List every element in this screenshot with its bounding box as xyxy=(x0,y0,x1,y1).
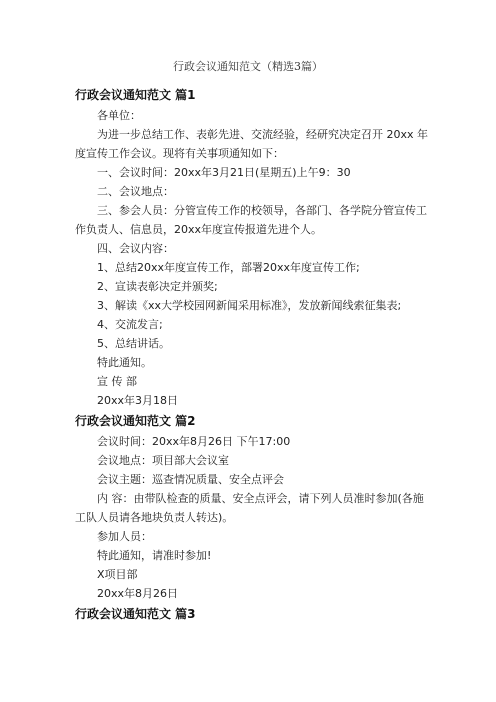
paragraph: 四、会议内容： xyxy=(97,242,174,255)
paragraph: 一、会议时间：20xx年3月21日(星期五)上午9：30 xyxy=(97,166,351,179)
signature-date: 20xx年3月18日 xyxy=(97,394,179,407)
paragraph: 三、参会人员：分管宣传工作的校领导，各部门、各学院分管宣传工作负责人、信息员，20xx年度宣传报道先进个人。 xyxy=(75,204,427,236)
paragraph: 特此通知，请准时参加! xyxy=(97,549,212,562)
paragraph: 会议时间：20xx年8月26日 下午17:00 xyxy=(97,435,291,448)
paragraph: 3、解读《xx大学校园网新闻采用标准》，发放新闻线索征集表; xyxy=(97,299,402,312)
paragraph: 会议主题：巡查情况质量、安全点评会 xyxy=(97,473,284,486)
paragraph: 二、会议地点： xyxy=(97,185,174,198)
signature-department: X项目部 xyxy=(97,568,138,581)
paragraph: 为进一步总结工作、表彰先进、交流经验，经研究决定召开 20xx 年度宣传工作会议。现将有关事项通知如下： xyxy=(75,128,429,160)
paragraph: 特此通知。 xyxy=(97,356,152,369)
paragraph: 参加人员： xyxy=(97,530,152,543)
section-1 xyxy=(75,84,430,410)
section-2 xyxy=(75,410,430,603)
signature-department: 宣 传 部 xyxy=(97,375,137,388)
paragraph: 4、交流发言; xyxy=(97,318,163,331)
paragraph: 内 容：由带队检查的质量、安全点评会，请下列人员准时参加(各施工队人员请各地块负责人转达)。 xyxy=(75,492,424,524)
section-heading: 行政会议通知范文 篇1 xyxy=(75,88,196,102)
paragraph: 各单位： xyxy=(97,109,141,122)
document-title: 行政会议通知范文（精选3篇） xyxy=(173,60,323,73)
paragraph: 2、宣读表彰决定并颁奖; xyxy=(97,280,218,293)
paragraph: 会议地点：项目部大会议室 xyxy=(97,454,229,467)
section-3 xyxy=(75,603,430,625)
signature-date: 20xx年8月26日 xyxy=(97,587,179,600)
document-body xyxy=(75,84,430,625)
section-heading: 行政会议通知范文 篇2 xyxy=(75,414,196,428)
paragraph: 5、总结讲话。 xyxy=(97,337,170,350)
section-heading: 行政会议通知范文 篇3 xyxy=(75,607,196,621)
paragraph: 1、总结20xx年度宣传工作，部署20xx年度宣传工作; xyxy=(97,261,360,274)
